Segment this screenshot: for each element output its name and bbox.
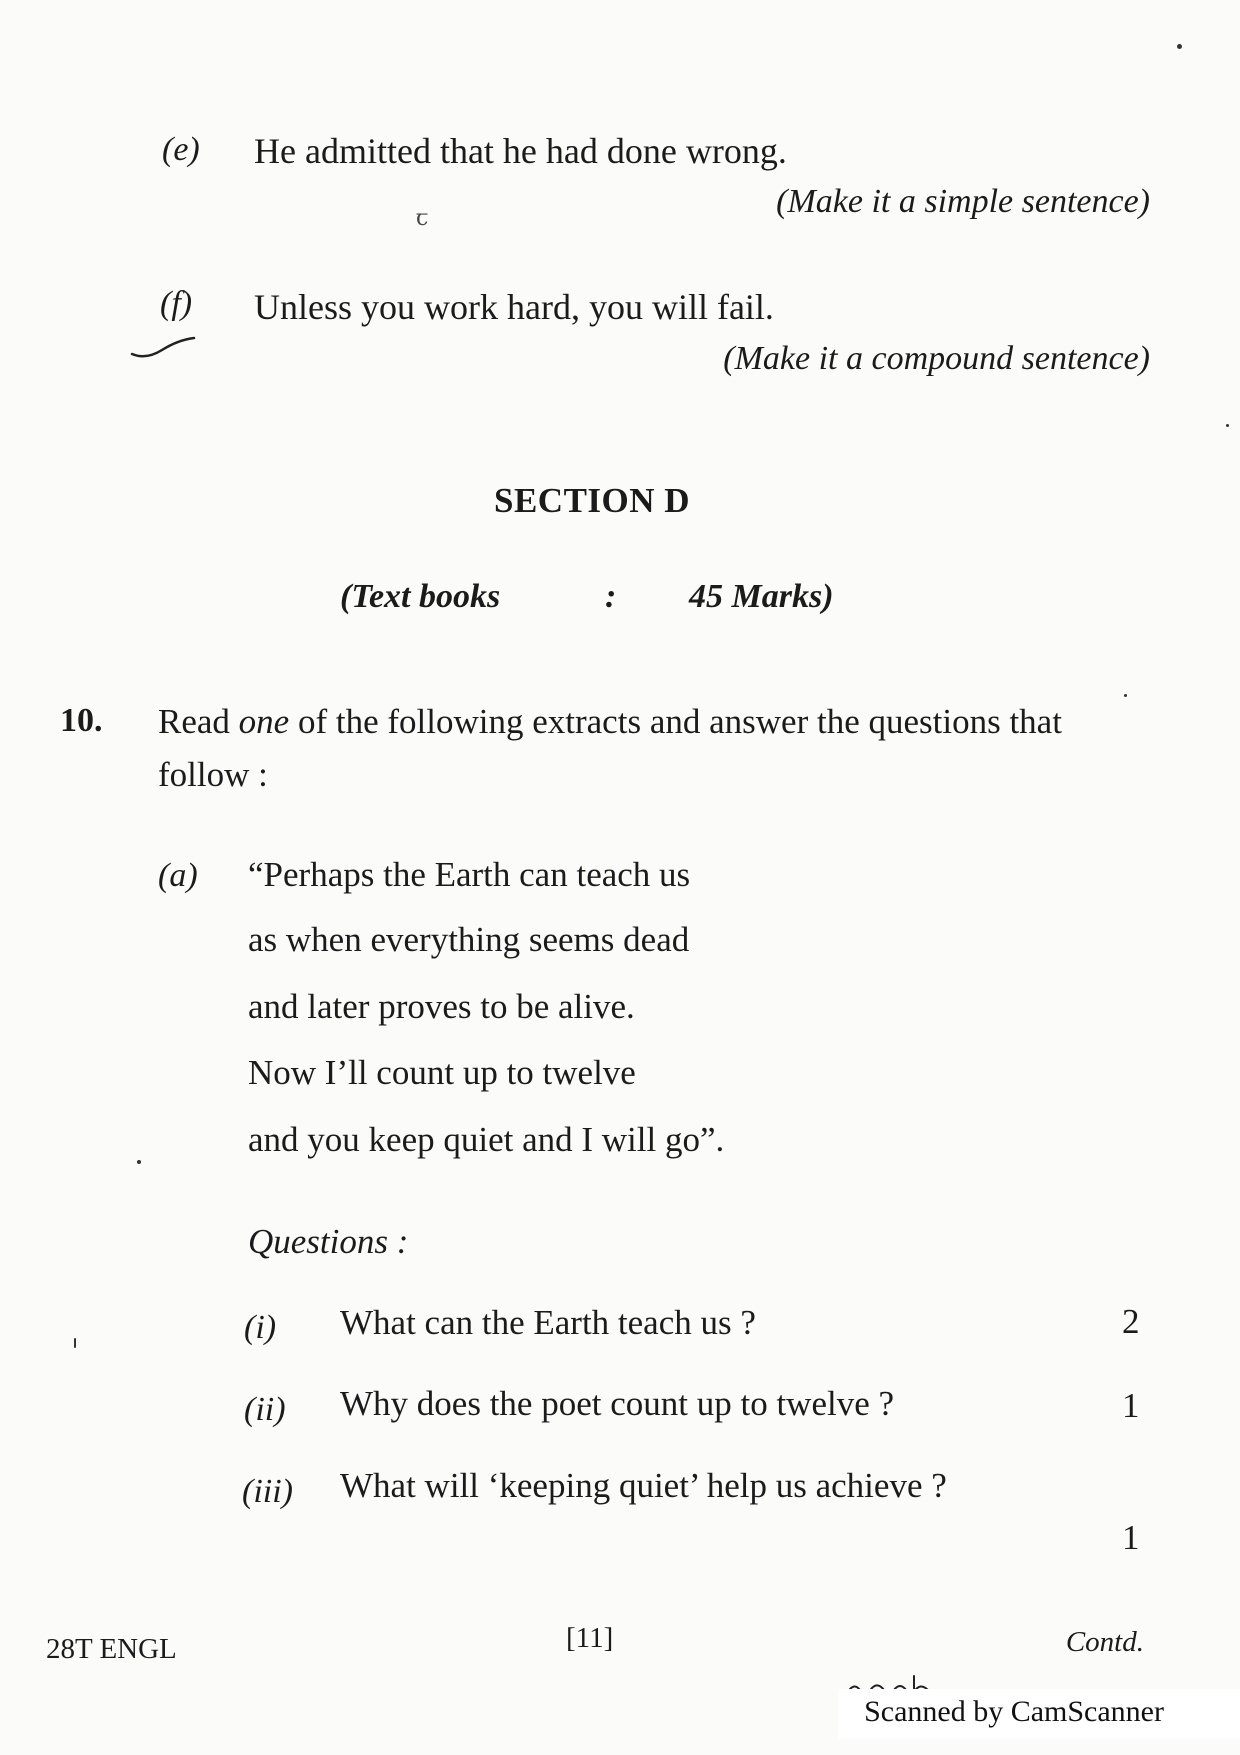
questions-heading: Questions : xyxy=(248,1222,409,1261)
scan-speck xyxy=(137,1160,141,1164)
sub-question-label: (ii) xyxy=(244,1391,286,1428)
poem-line: and you keep quiet and I will go”. xyxy=(248,1120,725,1159)
prompt-emphasis: one xyxy=(238,702,290,741)
section-subheading-colon: : xyxy=(605,578,617,615)
paper-code: 28T ENGL xyxy=(46,1633,177,1665)
item-label-e: (e) xyxy=(162,131,200,168)
sub-question-label: (i) xyxy=(244,1309,277,1346)
section-subheading-left: (Text books xyxy=(340,578,501,615)
instruction-f: (Make it a compound sentence) xyxy=(723,340,1150,377)
page-number: [11] xyxy=(566,1622,614,1654)
poem-line: Now I’ll count up to twelve xyxy=(248,1053,636,1092)
section-subheading-right: 45 Marks) xyxy=(689,578,834,615)
sub-question-marks: 1 xyxy=(1122,1518,1140,1557)
sentence-f: Unless you work hard, you will fail. xyxy=(254,287,774,327)
sub-question-marks: 1 xyxy=(1122,1386,1140,1425)
extract-label: (a) xyxy=(158,857,198,894)
poem-line: “Perhaps the Earth can teach us xyxy=(248,855,691,894)
continued-label: Contd. xyxy=(1065,1626,1144,1658)
section-heading: SECTION D xyxy=(494,481,691,520)
sub-question-text: Why does the poet count up to twelve ? xyxy=(340,1384,895,1423)
item-label-f: (f) xyxy=(160,285,193,322)
prompt-text-start: Read xyxy=(158,702,239,741)
question-number: 10. xyxy=(60,702,103,739)
instruction-e: (Make it a simple sentence) xyxy=(776,183,1150,220)
sub-question-text: What will ‘keeping quiet’ help us achieve ? xyxy=(340,1466,947,1505)
prompt-text-end: of the following extracts and answer the questions that follow : xyxy=(158,702,1062,794)
poem-line: as when everything seems dead xyxy=(248,920,690,959)
poem-line: and later proves to be alive. xyxy=(248,987,635,1026)
sub-question-text: What can the Earth teach us ? xyxy=(340,1303,756,1342)
question-prompt xyxy=(158,695,1148,801)
scan-speck xyxy=(1177,44,1182,49)
stray-mark: ꞇ xyxy=(416,205,429,230)
sub-question-marks: 2 xyxy=(1122,1302,1140,1341)
scan-speck xyxy=(1226,424,1229,427)
handwritten-tick-mark xyxy=(128,326,198,362)
scan-speck xyxy=(74,1338,76,1348)
scan-speck xyxy=(1124,694,1127,697)
camscanner-watermark: Scanned by CamScanner xyxy=(864,1695,1164,1728)
sentence-e: He admitted that he had done wrong. xyxy=(254,131,787,171)
sub-question-label: (iii) xyxy=(242,1473,293,1510)
